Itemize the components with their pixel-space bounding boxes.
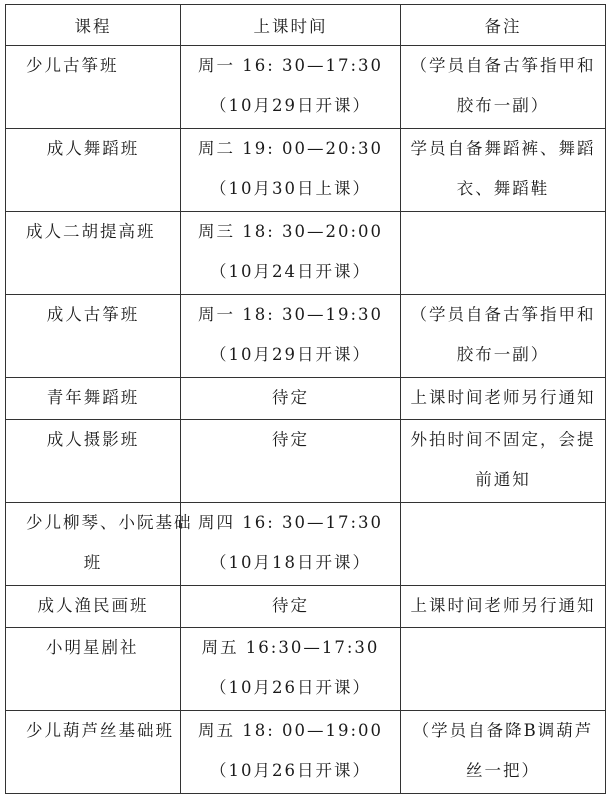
note-line: 胶布一副） — [456, 96, 550, 115]
course-cell — [6, 129, 181, 212]
course-name: 青年舞蹈班 — [46, 388, 140, 407]
time-slot: 周一 16: 30—17:30 — [197, 56, 384, 75]
header-time: 上课时间 — [181, 5, 401, 46]
course-cell — [6, 420, 181, 503]
course-name: 成人摄影班 — [46, 430, 140, 449]
start-date: （10月29日开课） — [210, 96, 371, 115]
note-cell — [401, 586, 606, 628]
course-name: 成人舞蹈班 — [46, 139, 140, 158]
time-cell — [181, 295, 401, 378]
start-date: （10月26日开课） — [210, 678, 371, 697]
table-row — [6, 212, 606, 295]
table-row — [6, 711, 606, 794]
table-row — [6, 129, 606, 212]
note-line: 衣、舞蹈鞋 — [456, 179, 550, 198]
time-slot: 周五 16:30—17:30 — [201, 638, 380, 657]
note-line: 丝一把） — [466, 761, 540, 780]
note-line: 学员自备舞蹈裤、舞蹈 — [410, 139, 596, 158]
course-cell — [6, 711, 181, 794]
note-cell — [401, 129, 606, 212]
course-name: 少儿葫芦丝基础班 — [26, 721, 174, 740]
start-date: （10月18日开课） — [210, 553, 371, 572]
note-cell — [401, 420, 606, 503]
note-line: （学员自备古筝指甲和 — [410, 305, 596, 324]
note-line: （学员自备降B调葫芦 — [412, 721, 594, 740]
time-cell — [181, 129, 401, 212]
time-cell — [181, 212, 401, 295]
course-name: 成人古筝班 — [46, 305, 140, 324]
time-cell — [181, 586, 401, 628]
table-row — [6, 503, 606, 586]
time-cell — [181, 420, 401, 503]
course-cell — [6, 586, 181, 628]
time-slot: 周五 18: 00—19:00 — [197, 721, 384, 740]
course-cell — [6, 503, 193, 586]
course-schedule-table — [5, 4, 606, 794]
note-cell — [401, 628, 606, 711]
course-cell — [6, 295, 181, 378]
course-cell — [6, 628, 181, 711]
note-line: 前通知 — [475, 470, 531, 489]
start-date: （10月29日开课） — [210, 345, 371, 364]
header-course: 课程 — [6, 5, 181, 46]
header-row — [6, 5, 606, 46]
course-cell — [6, 378, 181, 420]
header-note: 备注 — [401, 5, 606, 46]
note-cell — [401, 711, 606, 794]
time-slot: 待定 — [272, 596, 309, 615]
course-cell — [6, 212, 181, 295]
time-slot: 周四 16: 30—17:30 — [197, 513, 384, 532]
note-line: 胶布一副） — [456, 345, 550, 364]
table-row — [6, 586, 606, 628]
time-cell — [181, 46, 401, 129]
note-cell — [401, 378, 606, 420]
start-date: （10月24日开课） — [210, 262, 371, 281]
table-row — [6, 378, 606, 420]
start-date: （10月30日上课） — [210, 179, 371, 198]
table-row — [6, 628, 606, 711]
time-slot: 周二 19: 00—20:30 — [197, 139, 384, 158]
time-cell — [181, 711, 401, 794]
time-cell — [181, 378, 401, 420]
note-cell — [401, 295, 606, 378]
course-name: 小明星剧社 — [46, 638, 139, 657]
time-slot: 周三 18: 30—20:00 — [197, 222, 384, 241]
course-cell — [6, 46, 181, 129]
course-name: 少儿柳琴、小阮基础 — [26, 513, 193, 532]
table-row — [6, 46, 606, 129]
course-name: 成人二胡提高班 — [26, 222, 156, 241]
course-name: 少儿古筝班 — [26, 56, 119, 75]
note-line: 外拍时间不固定，会提 — [410, 430, 596, 449]
note-line: （学员自备古筝指甲和 — [410, 56, 596, 75]
note-line: 上课时间老师另行通知 — [410, 388, 596, 407]
time-slot: 待定 — [272, 388, 309, 407]
note-cell — [401, 212, 606, 295]
note-cell — [401, 46, 606, 129]
time-slot: 周一 18: 30—19:30 — [197, 305, 384, 324]
note-cell — [401, 503, 606, 586]
course-name-continued: 班 — [83, 553, 103, 572]
time-slot: 待定 — [272, 430, 309, 449]
time-cell — [181, 503, 401, 586]
note-line: 上课时间老师另行通知 — [410, 596, 596, 615]
course-name: 成人渔民画班 — [37, 596, 149, 615]
start-date: （10月26日开课） — [210, 761, 371, 780]
table-row — [6, 295, 606, 378]
table-row — [6, 420, 606, 503]
time-cell — [181, 628, 401, 711]
